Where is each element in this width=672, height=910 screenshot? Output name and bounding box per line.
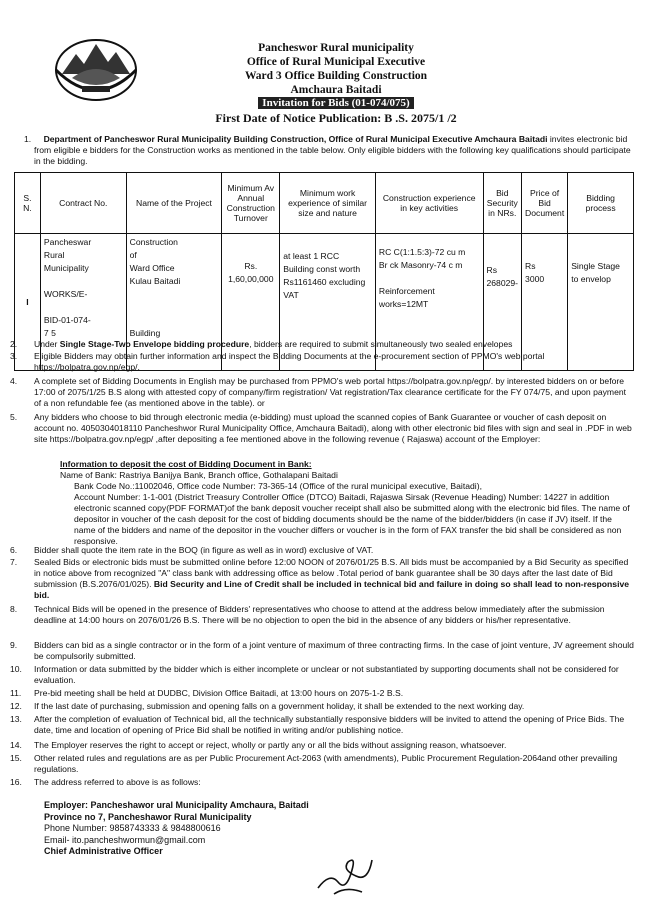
list-item <box>10 714 634 736</box>
list-item <box>10 740 634 751</box>
item-text: Other related rules and regulations are as per Public Procurement Act-2063 (with amendments), Public Procurement Regulation-2064and other prevailing regulations. <box>34 753 618 774</box>
cell-line: Reinforcement <box>378 286 435 296</box>
header-experience: Minimum work experience of similar size and nature <box>280 173 376 234</box>
cell-line: Building const worth <box>283 264 361 274</box>
cell-line: Construction <box>129 237 178 247</box>
item-number: 4. <box>10 376 18 386</box>
office-name: Office of Rural Municipal Executive <box>246 56 426 68</box>
intro-department: Department of Pancheswor Rural Municipality Building Construction, Office of Rural Municipal Executive Amchaura Baitadi <box>43 134 548 144</box>
item-number: 11. <box>10 688 22 698</box>
item-text: Bidder shall quote the item rate in the BOQ (in figure as well as in word) exclusive of VAT. <box>34 545 374 555</box>
item-number: 10. <box>10 664 22 674</box>
table-header-row <box>15 173 634 234</box>
cell-line: Single Stage <box>571 261 620 271</box>
cell-sn: I <box>15 234 41 371</box>
cell-line: Pancheswar <box>43 237 92 247</box>
cell-line: Rs <box>486 265 498 275</box>
cell-line: VAT <box>283 290 299 300</box>
item-text: Any bidders who choose to bid through electronic media (e-bidding) must upload the scanned copies of Bank Guarantee or voucher of cash deposit on account no. 4050304018110 Pancheshwor Rural Municipality Office, Amchaura Baitadi), along with other electronic bid files with sign and seal in .PDF in web site https://bolpatra.gov.np/egp/ ,after depositing a fee mentioned above in the following revenue ( Rajaswa) account of the Employer: <box>34 412 632 444</box>
item-number: 15. <box>10 753 22 763</box>
cell-line <box>44 301 123 314</box>
cell-line: Rs <box>525 261 536 271</box>
cell-line: Rs1161460 excluding <box>283 277 366 287</box>
bank-code: Bank Code No.:11002046, Office code Number: 73-365-14 (Office of the rural municipal executive, Baitadi), <box>74 481 482 491</box>
header-price: Price of Bid Document <box>522 173 568 234</box>
province: Province no 7, Pancheshawor Rural Municipality <box>44 811 252 822</box>
list-item <box>10 412 634 445</box>
email-address: Email- ito.pancheshwormun@gmail.com <box>44 834 206 845</box>
list-item <box>10 688 634 699</box>
list-item <box>10 753 634 775</box>
list-item <box>10 376 634 409</box>
item-number: 13. <box>10 714 22 724</box>
item-number: 9. <box>10 640 18 650</box>
intro-number: 1. <box>24 134 32 144</box>
list-item <box>10 701 634 712</box>
header-process: Bidding process <box>568 173 634 234</box>
item-text: The address referred to above is as follows: <box>34 777 201 787</box>
item-text: After the completion of evaluation of Technical bid, all the technically substantially responsive bidders will be invited to attend the opening of Price Bids. The date, time and location of opening of Price Bid shall be notified in writing and/or publishing notice. <box>34 714 625 735</box>
intro-paragraph <box>24 134 634 167</box>
header-contract: Contract No. <box>40 173 126 234</box>
header-turnover: Minimum Av Annual Construction Turnover <box>222 173 280 234</box>
item-text: Pre-bid meeting shall be held at DUDBC, Division Office Baitadi, at 13:00 hours on 2075-1-2 B.S. <box>34 688 404 698</box>
publication-date: First Date of Notice Publication: B .S. 2075/1 /2 <box>215 111 457 125</box>
bank-info-title: Information to deposit the cost of Bidding Document in Bank: <box>60 459 312 469</box>
item-number: 14. <box>10 740 22 750</box>
cell-line: Building <box>129 328 161 338</box>
officer-title: Chief Administrative Officer <box>44 846 163 856</box>
item-number: 12. <box>10 701 22 711</box>
phone-number: Phone Number: 9858743333 & 9848800616 <box>44 823 221 833</box>
list-item <box>10 604 634 626</box>
cell-line: 1,60,00,000 <box>228 274 274 284</box>
list-item <box>10 664 634 686</box>
cell-line: works=12MT <box>378 299 429 309</box>
cell-line: at least 1 RCC <box>283 251 340 261</box>
cell-line: BID-01-074- <box>43 315 91 325</box>
cell-line: of <box>129 250 137 260</box>
list-item <box>10 545 634 556</box>
municipality-name: Pancheswor Rural municipality <box>258 42 414 54</box>
location: Amchaura Baitadi <box>290 84 382 96</box>
item-number: 5. <box>10 412 18 422</box>
item-number: 6. <box>10 545 18 555</box>
signature-icon <box>312 842 382 898</box>
cell-line <box>130 314 219 327</box>
invitation-banner: Invitation for Bids (01-074/075) <box>258 97 413 109</box>
cell-line: Municipality <box>43 263 89 273</box>
intro-text: invites electronic bid from eligible e bidders for the Construction works as mentioned in the table below. Only eligible bidders with the following key qualifications should participate in the bidding. <box>34 134 631 166</box>
item-text: Bidders can bid as a single contractor or in the form of a joint venture of maximum of three contracting firms. In the case of joint venture, JV agreement should be compulsorily submitted. <box>34 640 634 661</box>
header-security: Bid Security in NRs. <box>483 173 522 234</box>
item-text: A complete set of Bidding Documents in English may be purchased from PPMO's web portal https://bolpatra.gov.np/egp/. by interested bidders on or before 17:00 of 2075/1/25 B.S along with attested copy of company/firm registration/ Vat registration/Tax clearance certificate for the FY 074/75, and upon payment of a non refundable fee (as mentioned above in the table). or <box>34 376 627 408</box>
cell-line <box>379 272 480 285</box>
item-number: 7. <box>10 557 18 567</box>
cell-line <box>130 301 219 314</box>
employer-name: Employer: Pancheshawor ural Municipality Amchaura, Baitadi <box>44 800 309 810</box>
cell-line: Kulau Baitadi <box>129 276 181 286</box>
item-text: Under <box>34 339 60 349</box>
item-text: If the last date of purchasing, submission and opening falls on a government holiday, it shall be extended to the next working day. <box>34 701 525 711</box>
item-text: , bidders are required to submit simultaneously two sealed envelopes <box>249 339 513 349</box>
cell-line <box>130 288 219 301</box>
cell-line <box>44 275 123 288</box>
list-item <box>10 557 634 601</box>
project-title: Ward 3 Office Building Construction <box>244 70 428 82</box>
item-number: 16. <box>10 777 22 787</box>
cell-line: Ward Office <box>129 263 175 273</box>
banner-row <box>0 97 672 109</box>
list-item <box>10 339 634 350</box>
item-text: Technical Bids will be opened in the presence of Bidders' representatives who choose to attend at the address below immediately after the submission deadline at 14:00 hours on 2076/01/26 B.S. There will be no objection to open the bid in the absence of any bidders or his/her representative. <box>34 604 605 625</box>
cell-line: Rural <box>43 250 65 260</box>
cell-line: 7 5 <box>43 328 56 338</box>
item-text: Information or data submitted by the bidder which is either incomplete or unclear or not substantiated by supporting documents shall not be considered for evaluation. <box>34 664 619 685</box>
item-bold-text: Bid Security and Line of Credit shall be included in technical bid and failure in doing so shall lead to non-responsive bid. <box>34 579 630 600</box>
employer-address-block <box>44 800 444 858</box>
list-item <box>10 777 634 788</box>
cell-line: to envelop <box>571 274 611 284</box>
cell-line: 3000 <box>525 274 545 284</box>
header-project: Name of the Project <box>126 173 222 234</box>
list-item <box>10 640 634 662</box>
item-text: The Employer reserves the right to accept or reject, wholly or partly any or all the bids without assigning reason, whatsoever. <box>34 740 507 750</box>
item-text: Sealed Bids or electronic bids must be submitted online before 12:00 NOON of 2076/01/25 B.S. All bids must be accompanied by a Bid Security as specified in notice above from recognized "A" class bank with addressing office as below .Total period of bank guarantee shall be 30 days after the last date of Bid submission (B.S.2076/01/025). <box>34 557 629 589</box>
item-bold-text: Single Stage-Two Envelope bidding procedure <box>59 339 250 349</box>
list-item <box>10 351 634 373</box>
item-text: Eligible Bidders may obtain further information and inspect the Bidding Documents at the e-procurement section of PPMO's web portal https://bolpatra.gov.np/egp/. <box>34 351 545 372</box>
bank-info-block <box>60 459 634 547</box>
cell-line: Br ck Masonry-74 c m <box>378 260 463 270</box>
header-sn: S. N. <box>15 173 41 234</box>
item-number: 2. <box>10 339 18 349</box>
item-number: 8. <box>10 604 18 614</box>
account-number: Account Number: 1-1-001 (District Treasury Controller Office (DTCO) Baitadi, Rajaswa Sirsak (Revenue Heading) Number: 14227 in addition electronic scanned copy(PDF FORMAT)of the bank deposit voucher receipt shall also be submitted along with the electronic bid files. The name of depositor in voucher of the cash deposit for the cost of bidding documents should be the name of the bidder/bidders (in case if JV) itself. If the name of the bidders and name of the depositor in the voucher differs or voucher is in the form of FAX transfer the bid shall be considered as non responsive. <box>74 492 630 546</box>
cell-line: 268029- <box>486 278 519 288</box>
bank-name: Name of Bank: Rastriya Banijya Bank, Branch office, Gothalapani Baitadi <box>60 470 338 480</box>
header-key-activities: Construction experience in key activities <box>375 173 483 234</box>
item-number: 3. <box>10 351 18 361</box>
cell-line: WORKS/E- <box>43 289 88 299</box>
cell-line: Rs. <box>244 261 258 271</box>
cell-line: RC C(1:1.5:3)-72 cu m <box>378 247 466 257</box>
